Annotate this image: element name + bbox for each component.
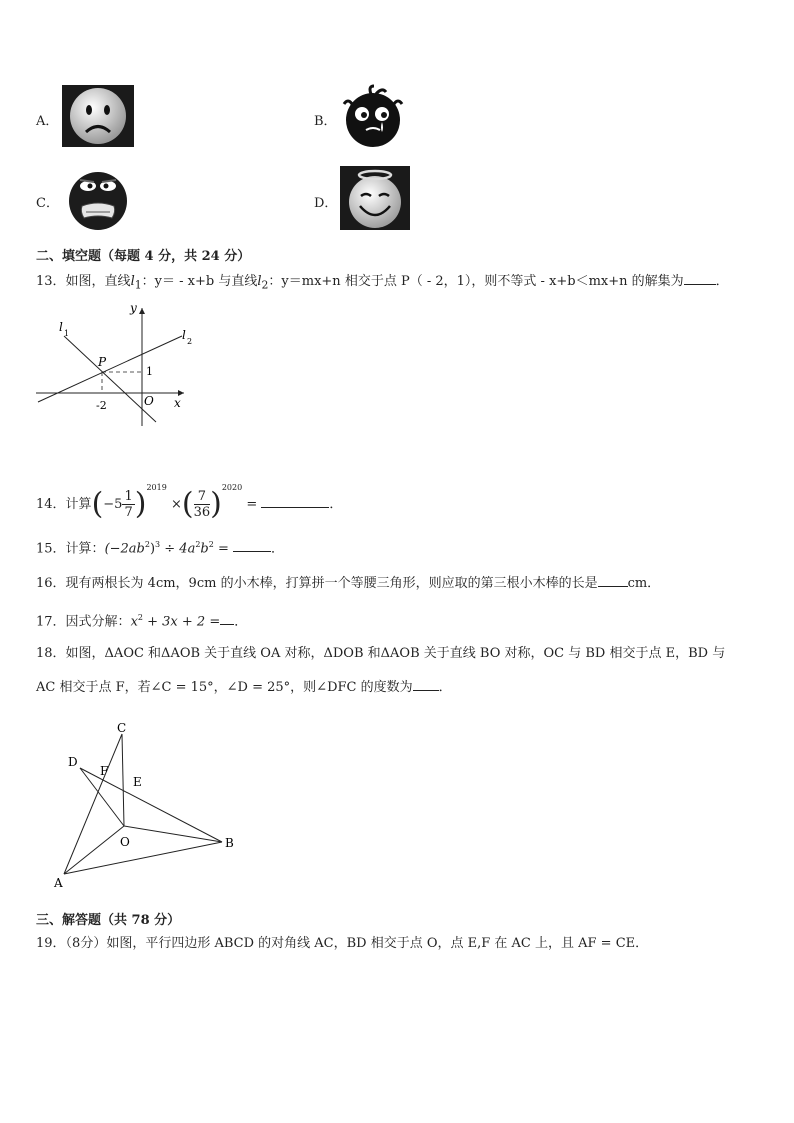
point-e-label: E [133, 775, 142, 789]
point-c-label: C [117, 721, 127, 735]
option-d-label: D． [314, 196, 338, 211]
answer-blank[interactable] [233, 538, 271, 552]
point-o-label: O [120, 835, 130, 849]
segment-co [122, 734, 124, 826]
q17-number: 17． [36, 614, 66, 630]
q13-number: 13． [36, 274, 66, 289]
option-b-label: B． [314, 114, 337, 129]
figure-13-graph [34, 298, 204, 428]
x-axis-label: x [174, 396, 181, 410]
tick-neg2-label: -2 [96, 399, 107, 412]
answer-blank[interactable] [220, 611, 234, 625]
l2-subscript: 2 [187, 337, 193, 346]
scared-face-icon [60, 170, 136, 232]
q18-number: 18． [36, 646, 66, 661]
answer-blank[interactable] [684, 271, 716, 285]
angel-face-icon [340, 166, 410, 230]
answer-blank[interactable] [598, 573, 628, 587]
figure-18-triangles [44, 716, 244, 892]
tick-1-label: 1 [146, 365, 153, 378]
question-19: 19．（8分）如图，平行四边形 ABCD 的对角线 AC，BD 相交于点 O，点 E,F 在 AC 上，且 AF = CE． [36, 936, 649, 951]
l2-label: l [182, 328, 186, 342]
point-p-label: P [98, 355, 107, 369]
section-2-title: 二、填空题（每题 4 分，共 24 分） [36, 249, 251, 264]
answer-blank[interactable] [413, 677, 439, 691]
origin-label: O [144, 394, 154, 408]
q19-number: 19． [36, 936, 66, 951]
line-l2 [38, 336, 182, 402]
answer-blank[interactable] [261, 494, 329, 508]
point-a-label: A [54, 876, 63, 890]
sad-face-icon [62, 85, 134, 147]
question-15: 15．计算：$(-2ab^2)^3 \div 4a^2b^2$ = ． [36, 540, 285, 557]
segment-ao [64, 826, 124, 874]
q16-number: 16． [36, 576, 66, 591]
point-b-label: B [225, 836, 234, 850]
q15-number: 15． [36, 541, 66, 557]
l1-subscript: 1 [64, 329, 70, 338]
crying-face-icon [338, 84, 408, 148]
question-16: 16．现有两根长为 4cm，9cm 的小木棒，打算拼一个等腰三角形，则应取的第三根小木棒的长是 cm． [36, 573, 660, 593]
question-18-line-2: AC 相交于点 F，若∠C = 15°，∠D = 25°，则∠DFC 的度数为 ． [36, 677, 452, 697]
segment-ab [64, 842, 222, 874]
question-18-line-1: 18．如图，ΔAOC 和ΔAOB 关于直线 OA 对称，ΔDOB 和ΔAOB 关于直线 BO 对称，OC 与 BD 相交于点 E，BD 与 [36, 646, 726, 661]
option-c-label: C． [36, 196, 59, 211]
question-17: 17．因式分解：$x^2 + 3x + 2$ = ． [36, 613, 248, 630]
q14-number: 14． [36, 497, 66, 512]
question-14: 14．计算(−5 $\frac{1}{7}$ )$^{2019}$ ×( $\frac{7}{36}$ )$^{2020}$ = ． [36, 483, 343, 522]
y-axis-label: y [130, 301, 137, 315]
section-3-title: 三、解答题（共 78 分） [36, 913, 181, 928]
l1-label: l [59, 320, 63, 334]
question-13: 13．如图，直线$l_1$：y＝ - x+b 与直线$l_2$：y＝mx+n 相交于点 P（ - 2，1），则不等式 - x+b＜mx+n 的解集为 ． [36, 271, 729, 295]
option-a-label: A． [36, 114, 59, 129]
point-d-label: D [68, 755, 78, 769]
point-f-label: F [100, 764, 109, 778]
